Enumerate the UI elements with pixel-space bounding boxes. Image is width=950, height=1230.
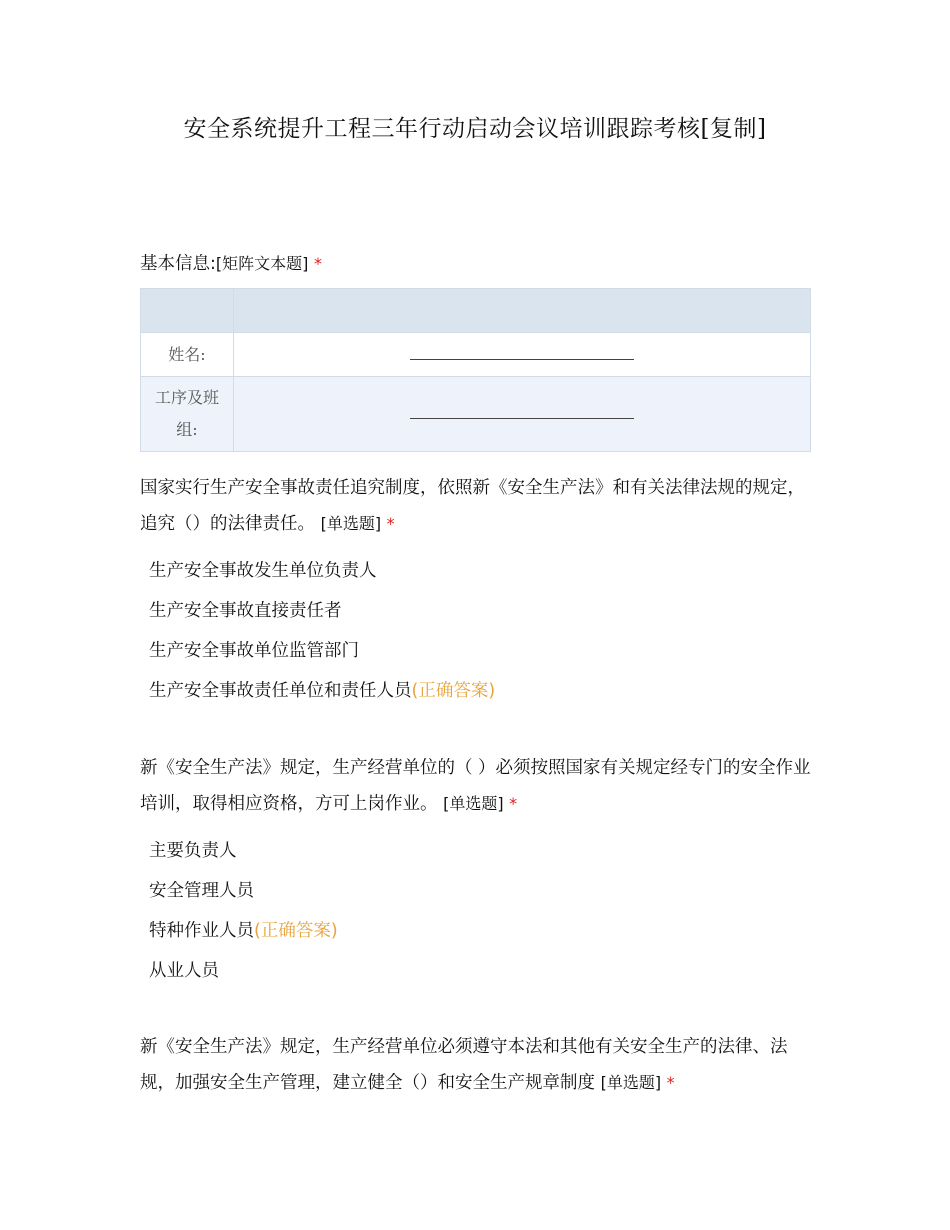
process-team-input-cell[interactable] (234, 377, 811, 452)
question-text: 国家实行生产安全事故责任追究制度，依照新《安全生产法》和有关法律法规的规定，追究（）的法律责任。 (140, 478, 805, 534)
required-mark: * (313, 254, 322, 273)
process-team-input-line[interactable] (410, 417, 634, 419)
q2-option-d[interactable]: 从业人员 (149, 961, 219, 981)
q1-option-c[interactable]: 生产安全事故单位监管部门 (149, 641, 359, 661)
option-text: 生产安全事故责任单位和责任人员 (149, 681, 412, 701)
question-2-title (140, 750, 812, 822)
matrix-header-cell (141, 289, 234, 333)
q2-option-a[interactable]: 主要负责人 (149, 841, 237, 861)
matrix-row-label (141, 333, 234, 377)
page-title: 安全系统提升工程三年行动启动会议培训跟踪考核[复制] (183, 116, 767, 142)
option-text: 特种作业人员 (149, 921, 254, 941)
question-type: [单选题] (320, 514, 382, 533)
matrix-header-row (141, 289, 811, 333)
matrix-row-label (141, 377, 234, 452)
question-type: [矩阵文本题] (215, 254, 309, 273)
name-input-line[interactable] (410, 358, 634, 360)
question-type: [单选题] (600, 1073, 662, 1092)
question-3-title (140, 1029, 812, 1101)
question-text: 新《安全生产法》规定，生产经营单位的（ ）必须按照国家有关规定经专门的安全作业培训，取得相应资格，方可上岗作业。 (140, 758, 811, 814)
question-text: 新《安全生产法》规定，生产经营单位必须遵守本法和其他有关安全生产的法律、法规，加强安全生产管理，建立健全（）和安全生产规章制度 (140, 1037, 788, 1093)
basic-info-matrix (140, 288, 811, 452)
q2-option-c[interactable] (149, 919, 338, 943)
required-mark: * (666, 1073, 675, 1092)
q1-option-a[interactable]: 生产安全事故发生单位负责人 (149, 561, 377, 581)
q1-option-b[interactable]: 生产安全事故直接责任者 (149, 601, 342, 621)
question-1-title (140, 470, 812, 542)
matrix-row-name (141, 333, 811, 377)
required-mark: * (509, 794, 518, 813)
q2-option-b[interactable]: 安全管理人员 (149, 881, 254, 901)
matrix-row-process-team (141, 377, 811, 452)
question-type: [单选题] (443, 794, 504, 813)
question-basic-info-title (140, 246, 812, 282)
correct-answer-tag: (正确答案) (411, 681, 496, 701)
required-mark: * (386, 514, 395, 533)
process-team-label: 工序及班组: (154, 388, 219, 439)
question-text: 基本信息: (140, 254, 216, 274)
q1-option-d[interactable] (149, 679, 495, 703)
name-label: 姓名: (168, 344, 206, 364)
correct-answer-tag: (正确答案) (254, 921, 338, 941)
name-input-cell[interactable] (234, 333, 811, 377)
matrix-header-cell (234, 289, 811, 333)
